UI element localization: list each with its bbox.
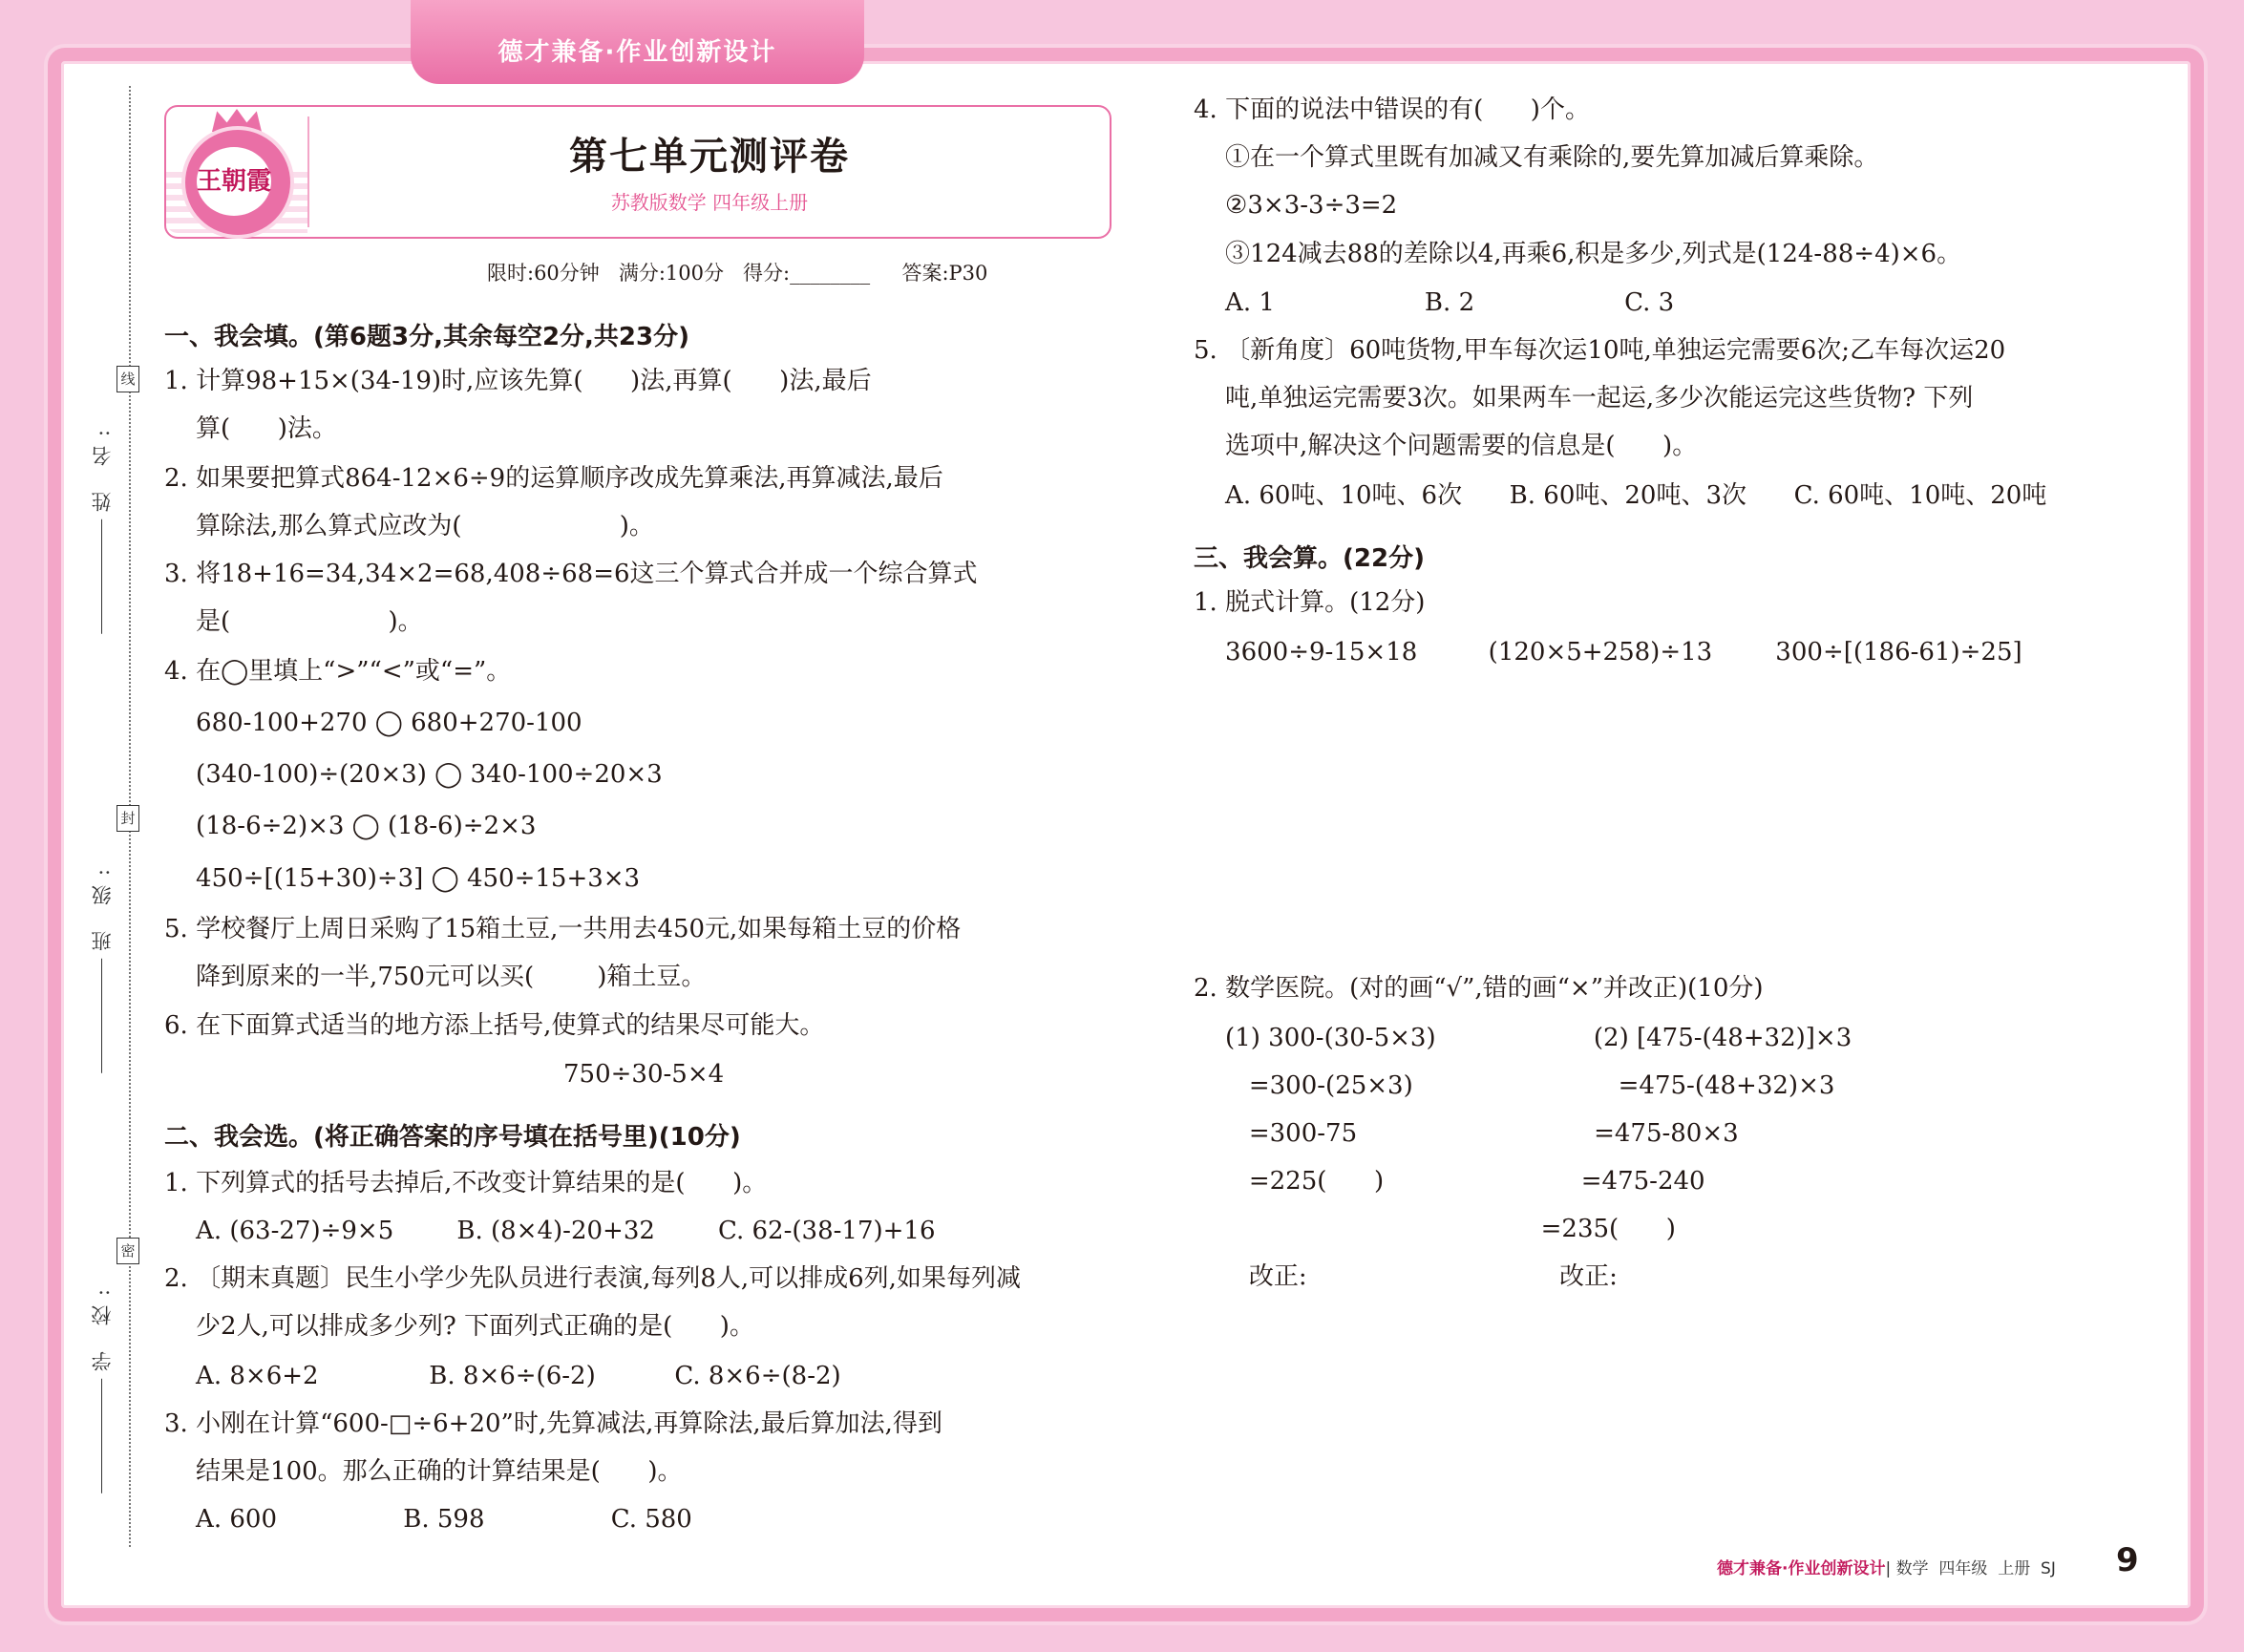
q1-2-line2: 算除法,那么算式应改为( )。 xyxy=(164,512,654,540)
q2-4-statement1: ①在一个算式里既有加减又有乘除的,要先算加减后算乘除。 xyxy=(1194,143,1879,172)
q3-2-step4: =235( ) xyxy=(1194,1215,1676,1243)
q2-1-line1: 1. 下列算式的括号去掉后,不改变计算结果的是( )。 xyxy=(164,1169,768,1197)
section-3-heading: 三、我会算。(22分) xyxy=(1194,544,1425,573)
q1-3-line2: 是( )。 xyxy=(164,607,423,636)
q1-5-line1: 5. 学校餐厅上周日采购了15箱土豆,一共用去450元,如果每箱土豆的价格 xyxy=(164,915,962,943)
seal-mark-secret: 密 xyxy=(116,1238,139,1264)
q1-6-line1: 6. 在下面算式适当的地方添上括号,使算式的结果尽可能大。 xyxy=(164,1011,825,1040)
q3-2-step1: =300-(25×3) =475-(48+32)×3 xyxy=(1194,1071,1835,1100)
q2-2-line1: 2. 〔期末真题〕民生小学少先队员进行表演,每列8人,可以排成6列,如果每列减 xyxy=(164,1264,1021,1293)
title-box xyxy=(164,105,1111,239)
brand-logo: 王朝霞 xyxy=(181,126,294,239)
q1-4-prompt: 4. 在◯里填上“>”“<”或“=”。 xyxy=(164,657,512,686)
class-field: 班 级: xyxy=(88,859,116,1073)
exam-meta: 限时:60分钟 满分:100分 得分:________ 答案:P30 xyxy=(487,262,988,285)
seal-mark-seal: 封 xyxy=(116,805,139,832)
header-tab: 德才兼备·作业创新设计 xyxy=(411,0,864,84)
q2-5-line3: 选项中,解决这个问题需要的信息是( )。 xyxy=(1194,432,1698,460)
q1-1-line2: 算( )法。 xyxy=(164,414,337,443)
q3-1-expressions: 3600÷9-15×18 (120×5+258)÷13 300÷[(186-61)÷25] xyxy=(1194,638,2022,667)
section-1-heading: 一、我会填。(第6题3分,其余每空2分,共23分) xyxy=(164,323,689,351)
q2-4-options: A. 1 B. 2 C. 3 xyxy=(1194,288,1675,317)
q1-4-compare-d: 450÷[(15+30)÷3] ◯ 450÷15+3×3 xyxy=(164,864,641,893)
q3-2-correction: 改正: 改正: xyxy=(1194,1262,1618,1291)
q1-4-compare-c: (18-6÷2)×3 ◯ (18-6)÷2×3 xyxy=(164,812,537,840)
q3-2-heading: 2. 数学医院。(对的画“√”,错的画“×”并改正)(10分) xyxy=(1194,974,1764,1003)
page-title: 第七单元测评卷 xyxy=(569,135,850,179)
q1-2-line1: 2. 如果要把算式864-12×6÷9的运算顺序改成先算乘法,再算减法,最后 xyxy=(164,464,943,493)
q2-3-options: A. 600 B. 598 C. 580 xyxy=(164,1505,692,1534)
q2-2-line2: 少2人,可以排成多少列? 下面列式正确的是( )。 xyxy=(164,1312,754,1341)
section-2-heading: 二、我会选。(将正确答案的序号填在括号里)(10分) xyxy=(164,1123,741,1152)
q2-1-options: A. (63-27)÷9×5 B. (8×4)-20+32 C. 62-(38-17)+16 xyxy=(164,1217,936,1245)
seal-mark-line: 线 xyxy=(116,366,139,392)
q1-1-line1: 1. 计算98+15×(34-19)时,应该先算( )法,再算( )法,最后 xyxy=(164,367,872,395)
page-subtitle: 苏教版数学 四年级上册 xyxy=(610,191,809,214)
q1-6-expression: 750÷30-5×4 xyxy=(563,1060,725,1089)
q2-4-line1: 4. 下面的说法中错误的有( )个。 xyxy=(1194,95,1590,124)
q3-2-step2: =300-75 =475-80×3 xyxy=(1194,1119,1739,1148)
footer: 德才兼备·作业创新设计| 数学 四年级 上册 SJ xyxy=(1717,1559,2056,1578)
q2-5-options: A. 60吨、10吨、6次 B. 60吨、20吨、3次 C. 60吨、10吨、20吨 xyxy=(1194,481,2047,510)
q2-4-statement3: ③124减去88的差除以4,再乘6,积是多少,列式是(124-88÷4)×6。 xyxy=(1194,240,1962,268)
q2-2-options: A. 8×6+2 B. 8×6÷(6-2) C. 8×6÷(8-2) xyxy=(164,1362,841,1390)
q2-3-line1: 3. 小刚在计算“600-□÷6+20”时,先算减法,再算除法,最后算加法,得到 xyxy=(164,1409,942,1438)
q2-5-line1: 5. 〔新角度〕60吨货物,甲车每次运10吨,单独运完需要6次;乙车每次运20 xyxy=(1194,336,2006,365)
q1-3-line1: 3. 将18+16=34,34×2=68,408÷68=6这三个算式合并成一个综合算式 xyxy=(164,560,978,588)
page-number: 9 xyxy=(2116,1541,2139,1579)
q3-2-problems: (1) 300-(30-5×3) (2) [475-(48+32)]×3 xyxy=(1194,1024,1852,1052)
q1-4-compare-b: (340-100)÷(20×3) ◯ 340-100÷20×3 xyxy=(164,760,663,789)
q1-4-compare-a: 680-100+270 ◯ 680+270-100 xyxy=(164,709,582,737)
q2-3-line2: 结果是100。那么正确的计算结果是( )。 xyxy=(164,1457,683,1486)
q2-5-line2: 吨,单独运完需要3次。如果两车一起运,多少次能运完这些货物? 下列 xyxy=(1194,384,1974,413)
q3-2-step3: =225( ) =475-240 xyxy=(1194,1167,1705,1196)
q3-1-heading: 1. 脱式计算。(12分) xyxy=(1194,588,1426,617)
school-field: 学 校: xyxy=(88,1280,116,1493)
q2-4-statement2: ②3×3-3÷3=2 xyxy=(1194,191,1398,220)
q1-5-line2: 降到原来的一半,750元可以买( )箱土豆。 xyxy=(164,963,707,991)
name-field: 姓 名: xyxy=(88,420,116,634)
